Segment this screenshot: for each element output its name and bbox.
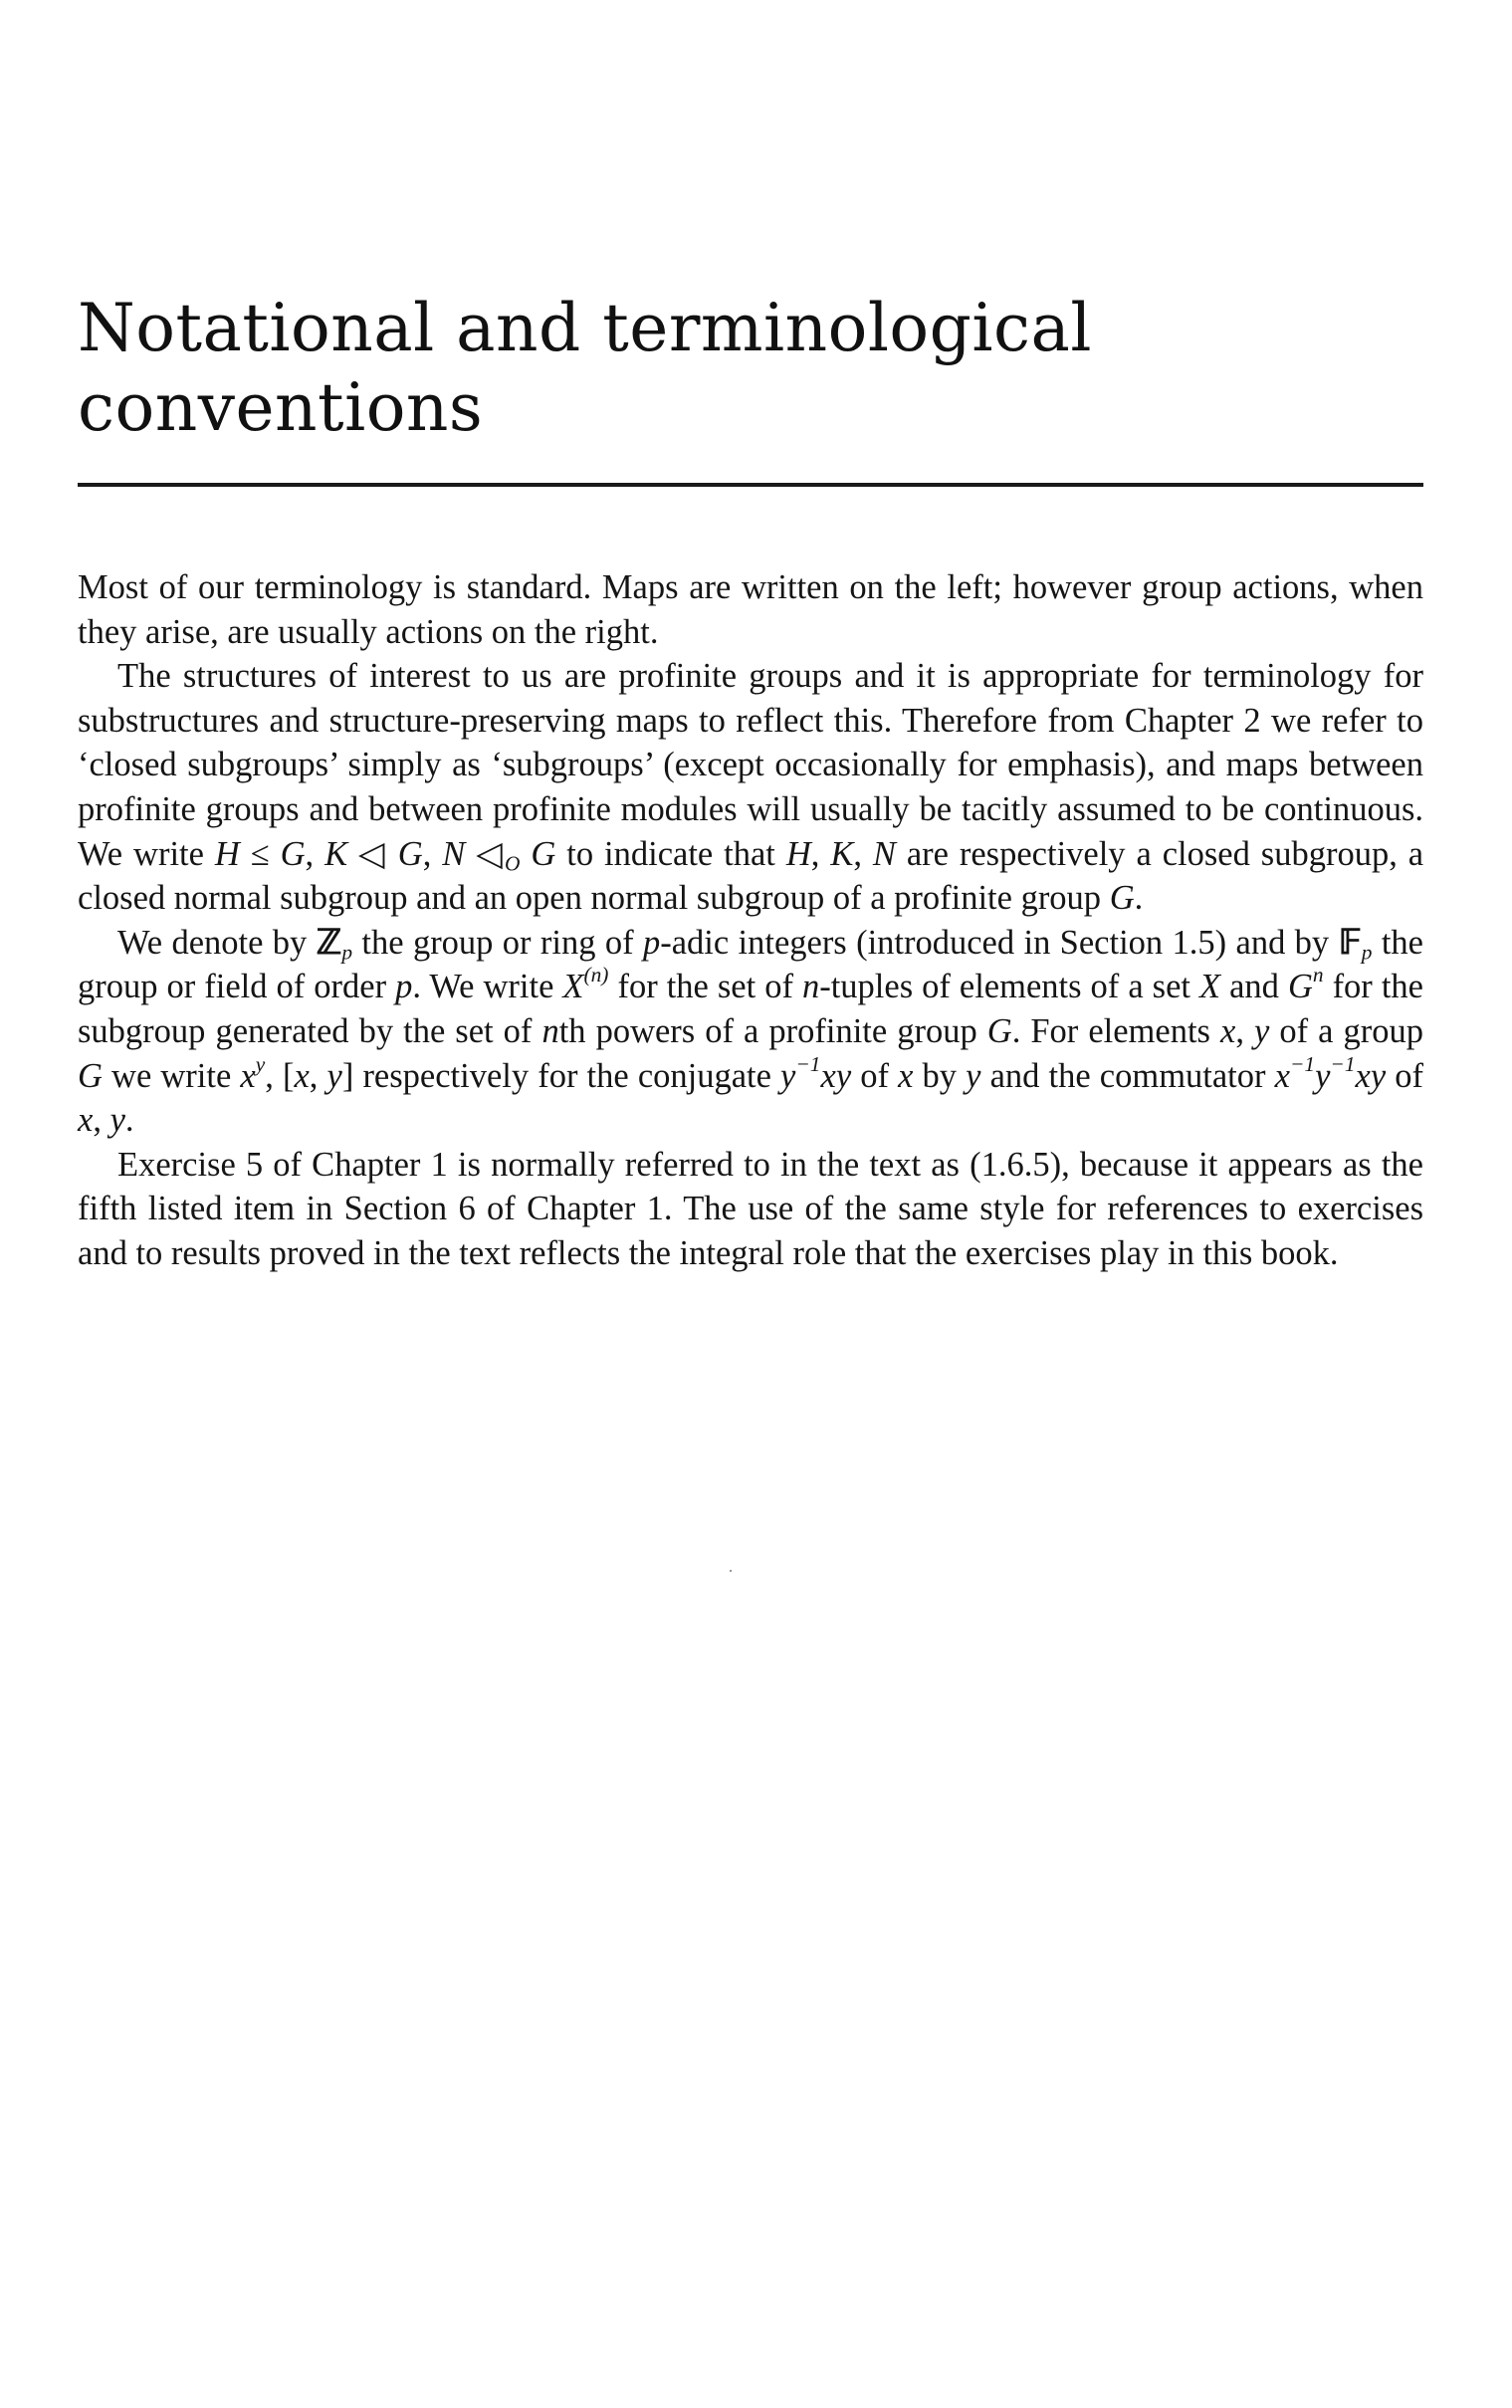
text-run: .: [1134, 879, 1144, 918]
text-run: are respectively a closed subgroup, a closed normal subgroup and an open normal subgroup of a profinite group: [78, 834, 1424, 918]
text-run: of: [851, 1056, 899, 1095]
text-run: The structures of interest to us are profinite groups and it is appropriate for terminology for substructures and structure-preserving maps to reflect this. Therefore from Chapter 2 we refer to ‘closed subgroups’ simply as ‘subgroups’ (except occasionally for emphasis), and maps between profinite groups and between profinite modules will usually be tacitly assumed to be continuous. We write: [78, 657, 1423, 873]
text-run: -adic integers (introduced in Section 1.5) and by: [660, 923, 1339, 962]
math-symbol: G: [78, 1056, 103, 1095]
text-run: and the commutator: [980, 1056, 1275, 1095]
math-symbol: x: [898, 1056, 914, 1095]
math-superscript: −1: [1289, 1051, 1316, 1076]
math-symbol: n: [801, 968, 820, 1006]
math-symbol: n: [541, 1011, 559, 1050]
text-run: ,: [309, 1056, 327, 1095]
paragraph: [78, 654, 1423, 921]
math-symbol: G: [1287, 968, 1313, 1006]
text-run: [520, 835, 531, 873]
math-superscript: (n): [583, 963, 609, 987]
text-run: We denote by: [117, 923, 317, 962]
text-run: ,: [422, 834, 443, 873]
math-symbol: xy: [820, 1056, 852, 1095]
text-run: , [: [265, 1056, 295, 1095]
text-run: ,: [810, 834, 831, 873]
text-run: of a group: [1269, 1011, 1423, 1050]
text-run: . For elements: [1011, 1011, 1220, 1050]
math-symbol: y: [1315, 1056, 1331, 1095]
text-run: the group or ring of: [352, 923, 643, 962]
math-symbol: y: [1254, 1011, 1270, 1050]
text-run: ,: [93, 1101, 110, 1140]
text-run: ≤: [239, 834, 281, 873]
math-symbol: x: [1220, 1011, 1236, 1050]
math-symbol: K: [830, 834, 854, 873]
math-symbol: xy: [1355, 1056, 1387, 1095]
math-symbol: y: [326, 1056, 342, 1095]
text-run: of: [1386, 1056, 1424, 1095]
math-symbol: x: [1274, 1056, 1290, 1095]
text-run: ] respectively for the conjugate: [341, 1056, 781, 1095]
math-subscript: p: [1361, 940, 1373, 965]
math-symbol: G: [531, 834, 556, 873]
body-text: [78, 565, 1423, 1276]
text-run: to indicate that: [555, 834, 786, 873]
text-run: the group or field of order: [78, 923, 1423, 1006]
text-run: we write: [102, 1056, 241, 1095]
text-run: ◁: [465, 834, 506, 873]
math-symbol: y: [966, 1056, 981, 1095]
math-symbol: y: [780, 1056, 796, 1095]
math-symbol: y: [109, 1101, 125, 1140]
math-symbol: x: [78, 1101, 94, 1140]
text-run: Most of our terminology is standard. Maps are written on the left; however group actions, when they arise, are usually actions on the right.: [78, 568, 1423, 651]
stray-print-mark: [730, 1570, 732, 1572]
paragraph: [78, 921, 1423, 1143]
math-symbol: K: [324, 834, 348, 873]
text-run: Exercise 5 of Chapter 1 is normally referred to in the text as (1.6.5), because it appears as the fifth listed item in Section 6 of Chapter 1. The use of the same style for references to exercises and to results proved in the text reflects the integral role that the exercises play in this book.: [78, 1145, 1423, 1272]
paragraph: [78, 565, 1423, 654]
math-symbol: x: [294, 1056, 310, 1095]
text-run: for the subgroup generated by the set of: [78, 968, 1423, 1050]
paragraph: [78, 1143, 1423, 1276]
math-symbol: G: [397, 834, 423, 873]
math-symbol: G: [1109, 879, 1135, 918]
text-run: ,: [305, 834, 325, 873]
math-symbol: G: [280, 834, 306, 873]
math-symbol: x: [240, 1056, 256, 1095]
text-run: and: [1220, 968, 1288, 1006]
math-symbol: N: [442, 834, 466, 873]
text-run: ,: [853, 834, 873, 873]
math-superscript: n: [1312, 963, 1324, 987]
math-symbol: p: [395, 968, 413, 1006]
math-symbol: N: [872, 834, 896, 873]
math-symbol: X: [562, 968, 584, 1006]
blackboard-symbol: 𝔽: [1338, 923, 1362, 962]
text-run: ,: [1235, 1011, 1254, 1050]
chapter-title: Notational and terminological conventions: [78, 290, 1092, 446]
text-run: .: [124, 1101, 134, 1140]
math-subscript: O: [505, 850, 521, 875]
math-subscript: p: [341, 940, 353, 965]
title-rule: [78, 483, 1423, 487]
math-symbol: H: [214, 834, 240, 873]
math-symbol: X: [1199, 968, 1221, 1006]
math-symbol: H: [785, 834, 811, 873]
text-run: . We write: [412, 968, 563, 1006]
text-run: th powers of a profinite group: [558, 1011, 987, 1050]
text-run: by: [913, 1056, 967, 1095]
text-run: ◁: [347, 834, 398, 873]
math-superscript: y: [255, 1051, 266, 1076]
math-superscript: −1: [795, 1051, 821, 1076]
math-superscript: −1: [1330, 1051, 1356, 1076]
text-run: for the set of: [608, 968, 802, 1006]
math-symbol: p: [642, 923, 661, 962]
text-run: -tuples of elements of a set: [819, 968, 1199, 1006]
blackboard-symbol: ℤ: [316, 923, 342, 962]
math-symbol: G: [986, 1011, 1012, 1050]
